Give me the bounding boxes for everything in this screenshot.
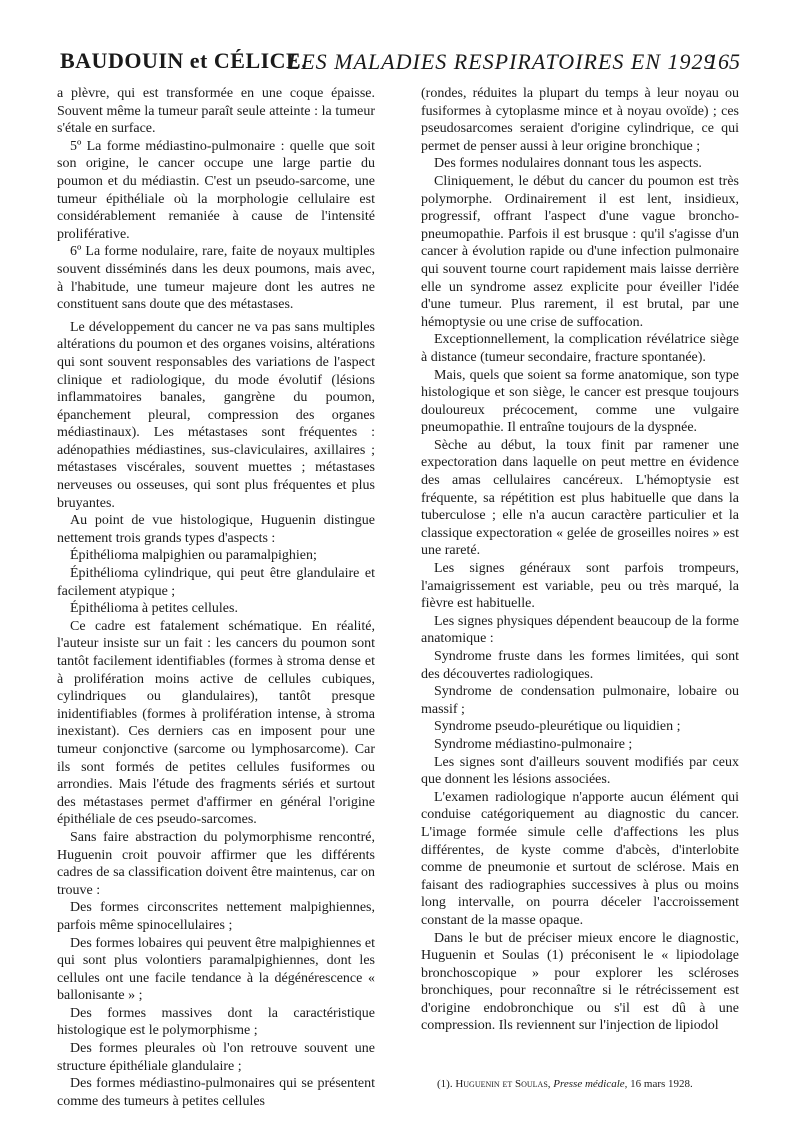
- paragraph: Le développement du cancer ne va pas sans multiples altérations du poumon et des organes voisins, altérations qui sont souvent responsables des variations de l'aspect clinique et radiologique, du mode évolutif (lésions inflammatoires banales, gangrène du poumon, épanchement pleural, compression des organes médiastinaux). Les métastases sont fréquentes : adénopathies médiastines, sus-claviculaires, axillaires ; métastases viscérales, souvent muettes ; métastases nerveuses ou osseuses, qui sont plus fréquentes et plus bruyantes.: [57, 319, 375, 511]
- footnote-journal: Presse médicale,: [553, 1078, 628, 1090]
- header-title: LES MALADIES RESPIRATOIRES EN 1929: [288, 49, 716, 74]
- list-item: Épithélioma malpighien ou paramalpighien;: [70, 548, 317, 564]
- list-item: Syndrome médiastino-pulmonaire ;: [434, 736, 633, 752]
- paragraph: L'examen radiologique n'apporte aucun élément qui conduise catégoriquement au diagnostic du cancer. L'image formée simule celle d'affections les plus différentes, de kyste comme d'abcès, d'interlobite comme de pneumonie et surtout de sclérose. Mais en faisant des radiographies successives à plus ou moins long intervalle, on pourra déceler l'accroissement constant de la masse opaque.: [421, 789, 739, 928]
- list-item: Des formes massives dont la caractéristique histologique est le polymorphisme ;: [57, 1005, 375, 1039]
- footnote-marker: (1).: [437, 1078, 453, 1090]
- paragraph: a plèvre, qui est transformée en une coque épaisse. Souvent même la tumeur paraît seule atteinte : la tumeur s'étale en surface.: [57, 86, 375, 137]
- list-item: Des formes médiastino-pulmonaires qui se présentent comme des tumeurs à petites cellules: [57, 1076, 375, 1109]
- paragraph: 6º La forme nodulaire, rare, faite de noyaux multiples souvent disséminés dans les deux poumons, mais avec, à l'habitude, une tumeur majeure dont les autres ne constituent sans doute que des métastases.: [57, 244, 375, 313]
- list-item: Épithélioma cylindrique, qui peut être glandulaire et facilement atypique ;: [57, 566, 375, 599]
- paragraph: Des formes nodulaires donnant tous les aspects.: [434, 156, 702, 172]
- right-column: [421, 85, 739, 1035]
- paragraph: Exceptionnellement, la complication révélatrice siège à distance (tumeur secondaire, fracture spontanée).: [421, 332, 739, 365]
- paragraph: Sans faire abstraction du polymorphisme rencontré, Huguenin croit pouvoir affirmer que les différents cadres de sa classification doivent être maintenus, car on trouve :: [57, 829, 375, 898]
- paragraph: Au point de vue histologique, Huguenin distingue nettement trois grands types d'aspects :: [57, 513, 375, 546]
- paragraph: 5º La forme médiastino-pulmonaire : quelle que soit son origine, le cancer occupe une large partie du poumon et du médiastin. C'est un pseudo-sarcome, une tumeur épithéliale où la morphologie cellulaire est considérablement remaniée à cause de l'intensité proliférative.: [57, 138, 375, 242]
- paragraph: Les signes physiques dépendent beaucoup de la forme anatomique :: [421, 613, 739, 647]
- list-item: Des formes lobaires qui peuvent être malpighiennes et qui sont plus volontiers paramalpighiennes, dont les cellules ont une facile tendance à la dégénérescence « ballonisante » ;: [57, 935, 375, 1004]
- paragraph: Ce cadre est fatalement schématique. En réalité, l'auteur insiste sur un fait : les cancers du poumon sont tantôt facilement identifiables (formes à stroma dense et à prolifération moins active de cellules cubiques, cylindriques ou glandulaires), tantôt presque inidentifiables (formes à prolifération intense, à stroma inexistant). Ces derniers cas en imposent pour une tumeur conjonctive (sarcome ou lymphosarcome). Car ils sont formés de petites cellules fusiformes ou arrondies. Mais l'étude des fragments sériés et surtout des métastases permet d'affirmer en général l'origine épithéliale de ces pseudo-sarcomes.: [57, 618, 375, 828]
- footnote-authors: Huguenin et Soulas,: [455, 1078, 551, 1090]
- footnote: [437, 1077, 737, 1091]
- left-column: [57, 85, 375, 1110]
- paragraph: Cliniquement, le début du cancer du poumon est très polymorphe. Ordinairement il est lent, insidieux, progressif, offrant l'aspect d'une vague broncho-pneumopathie. Parfois il est brusque : qu'il s'agisse d'un cancer à évolution rapide ou d'une infection pulmonaire qui souvent tourne court rapidement mais laisse derrière elle un syndrome assez explicite pour éveiller l'idée d'une tumeur. Plus rarement, il est brutal, par une hémoptysie ou une crise de suffocation.: [421, 173, 739, 330]
- list-item: Des formes pleurales où l'on retrouve souvent une structure épithéliale glandulaire ;: [57, 1041, 375, 1074]
- paragraph: (rondes, réduites la plupart du temps à leur noyau ou fusiformes à cytoplasme mince et à noyau ovoïde) ; ces pseudosarcomes seraient d'origine cylindrique, ce qui permet de penser aussi à leur origine bronchique ;: [421, 86, 739, 154]
- running-header: [60, 48, 740, 78]
- paragraph: Les signes généraux sont parfois trompeurs, l'amaigrissement est variable, peu ou très marqué, la fièvre est habituelle.: [421, 561, 739, 612]
- list-item: Épithélioma à petites cellules.: [70, 601, 238, 617]
- paragraph: Les signes sont d'ailleurs souvent modifiés par ceux que donnent les lésions associées.: [421, 754, 739, 788]
- paragraph: Dans le but de préciser mieux encore le diagnostic, Huguenin et Soulas (1) préconisent le « lipiodolage bronchoscopique » pour explorer les scléroses bronchiques, pour reconnaître si le rétrécissement est d'origine endobronchique ou s'il est dû à une compression. Ils reviennent sur l'injection de lipiodol: [421, 930, 739, 1034]
- list-item: Syndrome fruste dans les formes limitées, qui sont des découvertes radiologiques.: [421, 649, 739, 682]
- list-item: Des formes circonscrites nettement malpighiennes, parfois même spinocellulaires ;: [57, 900, 375, 933]
- footnote-date: 16 mars 1928.: [630, 1078, 693, 1090]
- page-number: 165: [707, 49, 740, 74]
- list-item: Syndrome de condensation pulmonaire, lobaire ou massif ;: [421, 684, 739, 717]
- list-item: Syndrome pseudo-pleurétique ou liquidien ;: [434, 719, 681, 735]
- paragraph: Sèche au début, la toux finit par ramener une expectoration dans laquelle on peut mettre en évidence des amas cellulaires cancéreux. L'hémoptysie est fréquente, sa répétition est plus habituelle que dans la tuberculose ; elle n'a aucun caractère particulier et la classique expectoration « gelée de groseilles noires » est une rareté.: [421, 437, 739, 559]
- header-authors: BAUDOUIN et CÉLICE.: [60, 48, 308, 73]
- paragraph: Mais, quels que soient sa forme anatomique, son type histologique et son siège, le cancer est presque toujours douloureux précocement, comme une vulgaire pneumopathie. Il entraîne toujours de la dyspnée.: [421, 367, 739, 436]
